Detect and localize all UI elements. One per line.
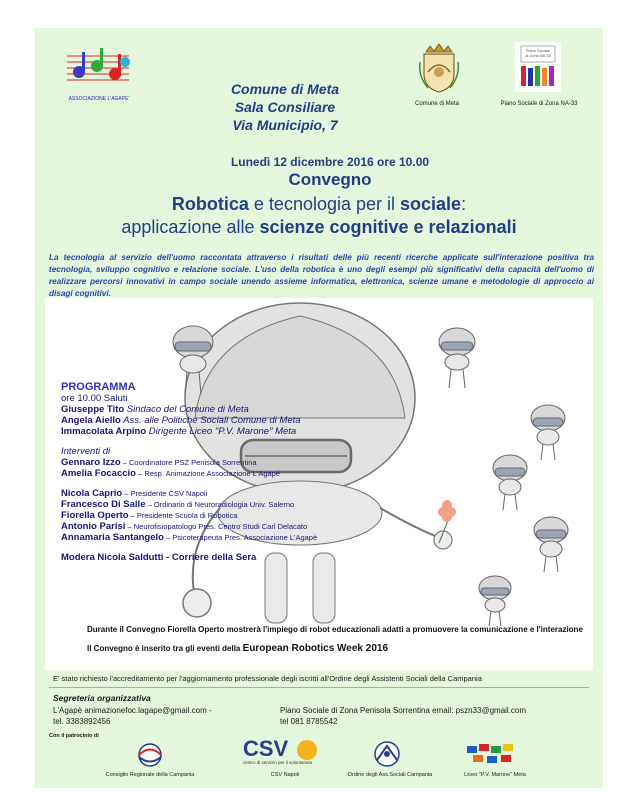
patron-caption: Liceo "P.V. Marone" Meta — [464, 772, 526, 778]
speaker-row — [61, 532, 421, 543]
piano-caption: Piano Sociale di Zona NA-33 — [500, 101, 578, 107]
event-date: Lunedì 12 dicembre 2016 ore 10.00 — [230, 155, 430, 169]
moderator — [61, 552, 421, 563]
title-colon: : — [461, 194, 467, 214]
small-robot-3 — [531, 405, 565, 460]
speaker-role: – Psicoterapeuta Pres. Associazione L'Agapè — [163, 533, 318, 542]
intro-paragraph: La tecnologia al servizio dell'uomo raccontata attraverso i risultati delle più recenti ricerche applicate sull'interazione positiva tra tecnologia, sviluppo cognitivo e relazione sociale. L'uso della robotica è uno degli esempi più significativi della capacità dell'uomo di realizzare percorsi innovativi in campo sociale unendo assieme informatica, elettronica, scienze umane e metodologie di approccio ai disagi cognitivi. — [49, 253, 594, 298]
speaker-role: – Resp. Animazione Associazione L'Agapè — [135, 469, 281, 478]
svg-text:di Zona NA 33: di Zona NA 33 — [525, 53, 551, 58]
accreditation-note: E' stato richiesto l'accreditamento per l'aggiornamento professionale degli iscritti all'Ordine degli Assistenti Sociali della Campania — [53, 674, 482, 683]
venue — [185, 80, 385, 134]
secretariat-agape-email: L'Agapè animazionefoc.lagape@gmail.com - — [53, 706, 212, 715]
greeting-role: Dirigente Liceo "P.V. Marone" Meta — [146, 426, 297, 437]
saluti-line: ore 10.00 Saluti — [61, 393, 128, 404]
title2-strong: scienze cognitive e relazionali — [259, 217, 517, 237]
speaker-name: Gennaro Izzo — [61, 457, 121, 468]
greeting-row — [61, 415, 421, 426]
robotics-week-note — [87, 643, 607, 654]
small-robot-5 — [534, 517, 568, 572]
liceo-marone-logo — [465, 740, 521, 768]
secretariat-psz-email: Piano Sociale di Zona Penisola Sorrentina email: pszn33@gmail.com — [280, 706, 527, 715]
secretariat-agape-phone: tel. 3383892456 — [53, 717, 111, 726]
speaker-row — [61, 488, 421, 499]
program-heading: PROGRAMMA — [61, 381, 136, 393]
speaker-role: – Presidente CSV Napoli — [122, 489, 208, 498]
small-robot-4 — [493, 455, 527, 510]
secretariat-title: Segreteria organizzativa — [53, 693, 151, 703]
event-kind: Convegno — [288, 170, 372, 189]
speaker-role: – Presidente Scuola di Robotica — [128, 511, 238, 520]
secretariat-psz-phone: tel 081 8785542 — [280, 717, 338, 726]
speaker-role: – Ordinario di Neuroradiologia Univ. Salerno — [145, 500, 295, 509]
speaker-row — [61, 468, 421, 479]
speaker-role: – Coordinatore PSZ Penisola Sorrentina — [120, 458, 257, 467]
small-robot-2 — [439, 328, 475, 388]
title-sociale: sociale — [400, 194, 462, 214]
patron-caption: Ordine degli Ass.Sociali Campania — [347, 772, 433, 778]
title-mid: e tecnologia per il — [248, 194, 401, 214]
speaker-name: Antonio Parisi — [61, 521, 126, 532]
event-title-line-1 — [35, 194, 603, 215]
consiglio-regionale-logo — [133, 742, 167, 768]
venue-line-1: Comune di Meta — [230, 81, 340, 97]
csv-napoli-logo — [243, 738, 331, 772]
week-name: European Robotics Week 2016 — [242, 643, 389, 654]
greeting-name: Immacolata Arpino — [61, 426, 147, 437]
speaker-row — [61, 499, 421, 510]
speaker-name: Francesco Di Salle — [61, 499, 146, 510]
moderator-text: Modera Nicola Saldutti - Corriere della Sera — [61, 552, 257, 563]
program-panel — [45, 298, 593, 670]
speaker-name: Nicola Caprio — [61, 488, 123, 499]
agape-logo-caption: ASSOCIAZIONE L'AGAPE' — [68, 96, 130, 102]
interventi-label-text: Interventi di — [61, 446, 111, 457]
divider — [49, 687, 589, 688]
greeting-name: Giuseppe Tito — [61, 404, 125, 415]
svg-text:Piano Sociale: Piano Sociale — [525, 48, 551, 53]
title2-lead: applicazione alle — [121, 217, 260, 237]
venue-line-2: Sala Consiliare — [234, 99, 336, 115]
small-robot-6 — [479, 576, 511, 626]
greeting-name: Angela Aiello — [61, 415, 121, 426]
greeting-role: Sindaco del Comune di Meta — [124, 404, 249, 415]
csv-mark: CSV — [243, 736, 289, 761]
demo-note: Durante il Convegno Fiorella Operto mostrerà l'impiego di robot educazionali adatti a promuovere la comunicazione e l'interazione — [87, 625, 583, 634]
speaker-role: – Neurofisiopatologo Pres. Centro Studi Carl Delacato — [125, 522, 308, 531]
speaker-name: Annamaria Santangelo — [61, 532, 164, 543]
speaker-name: Amelia Focaccio — [61, 468, 136, 479]
crest-caption: Comune di Meta — [414, 101, 460, 107]
speaker-row — [61, 457, 421, 468]
speaker-name: Fiorella Operto — [61, 510, 129, 521]
sun-icon — [297, 740, 317, 760]
venue-line-3: Via Municipio, 7 — [232, 117, 338, 133]
csv-sub: centro di servizio per il volontariato — [243, 760, 313, 765]
patron-caption: CSV Napoli — [270, 772, 300, 778]
interventi-label — [61, 446, 421, 457]
greeting-row — [61, 426, 421, 437]
comune-crest — [418, 42, 460, 94]
ordine-assistenti-logo — [367, 740, 407, 768]
poster — [35, 28, 603, 788]
greeting-role: Ass. alle Politiche Sociali Comune di Meta — [120, 415, 301, 426]
speaker-row — [61, 510, 421, 521]
patronage-label: Con il patrocinio di — [49, 733, 99, 739]
event-title-line-2 — [35, 217, 603, 238]
greeting-row — [61, 404, 421, 415]
agape-logo — [63, 42, 133, 100]
program — [61, 382, 421, 563]
patron-caption: Consiglio Regionale della Campania — [105, 772, 195, 778]
title-robotica: Robotica — [171, 194, 249, 214]
piano-sociale-logo — [515, 42, 561, 92]
week-lead: Il Convegno è inserito tra gli eventi della — [87, 644, 243, 653]
speaker-row — [61, 521, 421, 532]
